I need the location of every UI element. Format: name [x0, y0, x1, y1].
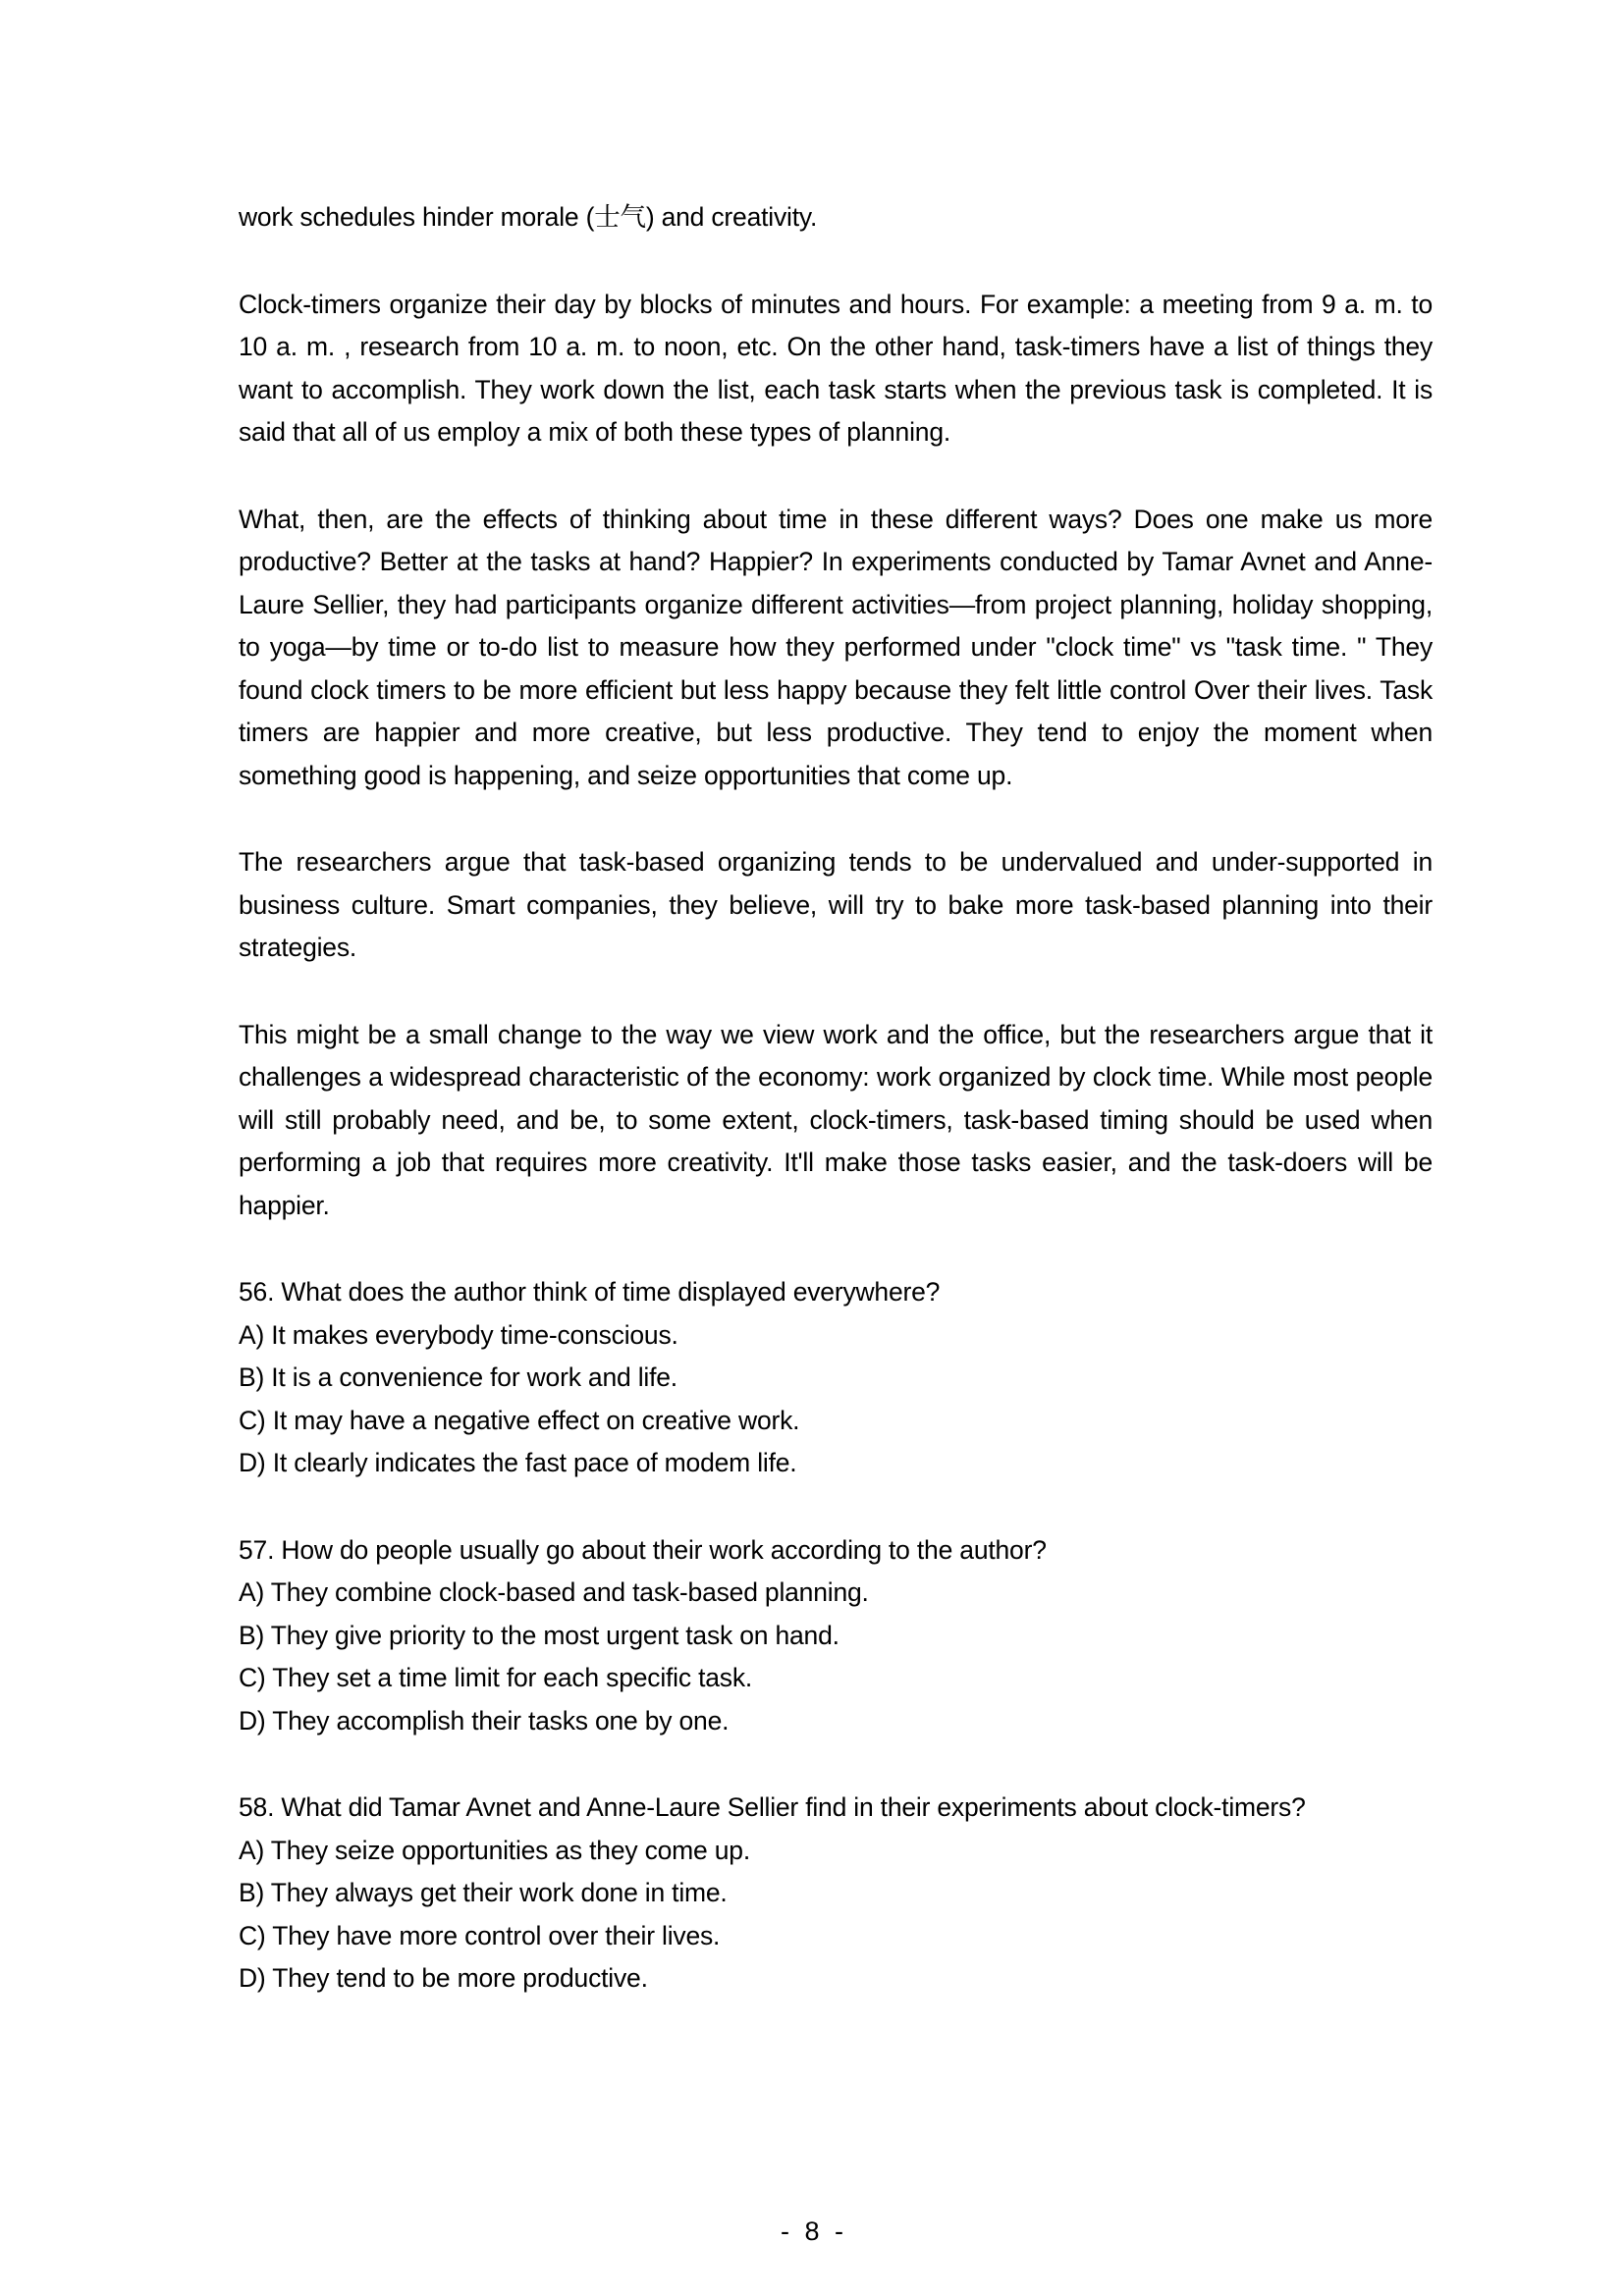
passage-paragraph: The researchers argue that task-based organizing tends to be undervalued and under-supported in business culture. Smart companies, they believe, will try to bake more task-based planning into their strategies.: [239, 847, 1433, 962]
question-option-d: D) It clearly indicates the fast pace of modem life.: [239, 1448, 797, 1477]
passage-paragraph: What, then, are the effects of thinking about time in these different ways? Does one make us more productive? Better at the tasks at hand? Happier? In experiments conducted by Tamar Avnet and Anne-Laure Sellier, they had participants organize different activities—from project planning, holiday shopping, to yoga—by time or to-do list to measure how they performed under "clock time" vs "task time. " They found clock timers to be more efficient but less happy because they felt little control Over their lives. Task timers are happier and more creative, but less productive. They tend to enjoy the moment when something good is happening, and seize opportunities that come up.: [239, 504, 1433, 790]
question-option-a: A) It makes everybody time-conscious.: [239, 1319, 678, 1350]
question-option-c: C) They have more control over their lives.: [239, 1920, 721, 1950]
question-stem: 56. What does the author think of time displayed everywhere?: [239, 1277, 941, 1307]
question-option-d: D) They tend to be more productive.: [239, 1963, 648, 1993]
passage-paragraph: Clock-timers organize their day by blocks of minutes and hours. For example: a meeting from 9 a. m. to 10 a. m. , research from 10 a. m. to noon, etc. On the other hand, task-timers have a list of things they want to accomplish. They work down the list, each task starts when the previous task is completed. It is said that all of us employ a mix of both these types of planning.: [239, 289, 1433, 447]
reading-passage: [239, 196, 1433, 2045]
question-option-b: B) They always get their work done in time.: [239, 1878, 728, 1907]
question-option-b: B) It is a convenience for work and life.: [239, 1362, 677, 1392]
passage-paragraph: This might be a small change to the way we view work and the office, but the researchers argue that it challenges a widespread characteristic of the economy: work organized by clock time. While most people will still probably need, and be, to some extent, clock-timers, task-based timing should be used when performing a job that requires more creativity. It'll make those tasks easier, and the task-doers will be happier.: [239, 1019, 1433, 1220]
question-option-c: C) They set a time limit for each specific task.: [239, 1663, 753, 1692]
question-option-a: A) They combine clock-based and task-based planning.: [239, 1577, 869, 1607]
question-option-a: A) They seize opportunities as they come up.: [239, 1835, 750, 1865]
question-block-56: [239, 1271, 1433, 1485]
question-block-58: [239, 1787, 1433, 2001]
question-stem: 58. What did Tamar Avnet and Anne-Laure Sellier find in their experiments about clock-timers?: [239, 1792, 1306, 1822]
question-option-b: B) They give priority to the most urgent task on hand.: [239, 1620, 839, 1650]
passage-paragraph: work schedules hinder morale (士气) and creativity.: [239, 202, 818, 232]
question-stem: 57. How do people usually go about their work according to the author?: [239, 1534, 1047, 1565]
question-option-c: C) It may have a negative effect on creative work.: [239, 1405, 800, 1435]
question-option-d: D) They accomplish their tasks one by one.: [239, 1705, 730, 1735]
question-block-57: [239, 1529, 1433, 1743]
page-number: - 8 -: [780, 2216, 843, 2246]
